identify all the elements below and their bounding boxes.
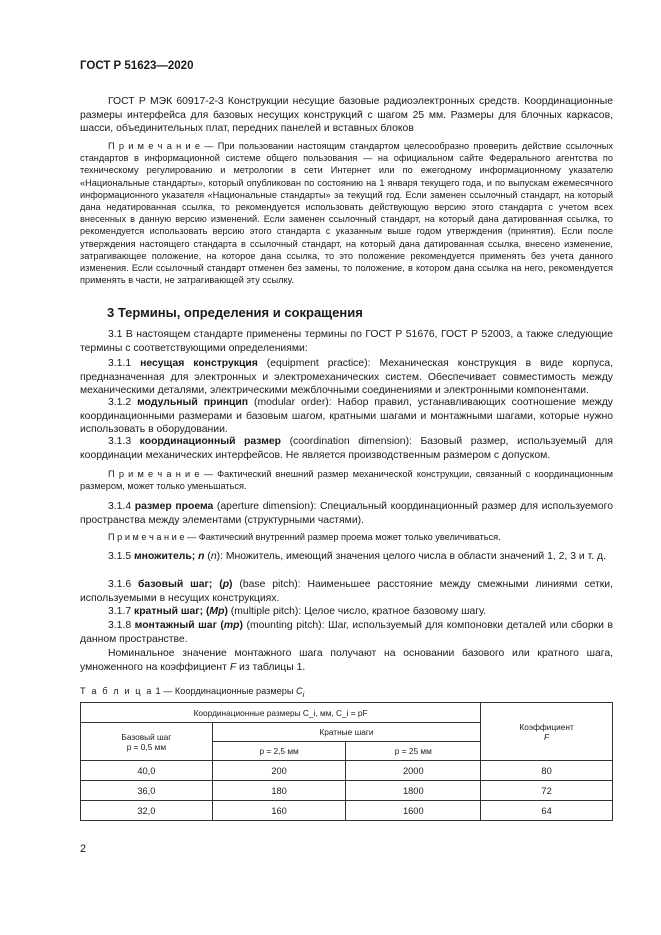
term-definition: (mounting pitch): Шаг, используемый для компоновки деталей или сборки в данном пространстве. <box>80 620 614 645</box>
term-definition-part: ( <box>204 551 211 562</box>
reference-text: ГОСТ Р МЭК 60917-2-3 Конструкции несущие базовые радиоэлектронных средств. Координационные размеры интерфейса для базовых несущих конструкций с шагом 25 мм. Размеры для блочных каркасов, шасси, объединительных плат, передних панелей и вставных блоков <box>80 96 613 134</box>
term-name: модульный принцип <box>137 397 249 408</box>
term-name: множитель; <box>134 551 199 562</box>
paragraph-3-1: 3.1 В настоящем стандарте применены термины по ГОСТ Р 51676, ГОСТ Р 52003, а также следующие термины с соответствующими определениями: <box>80 329 613 354</box>
coordination-table <box>80 702 613 821</box>
term-symbol: n <box>198 551 205 562</box>
term-name: несущая конструкция <box>140 358 258 369</box>
term-name: базовый шаг; ( <box>138 579 223 590</box>
coef-header: Коэффициент <box>519 721 574 732</box>
table-cell: 64 <box>481 801 613 821</box>
note-label: П р и м е ч а н и е <box>108 469 200 479</box>
term-number: 3.1.1 <box>108 358 141 369</box>
term-definition: (multiple pitch): Целое число, кратное базовому шагу. <box>227 606 487 617</box>
page-number: 2 <box>80 843 87 855</box>
multiple-header-cell <box>212 723 480 742</box>
term-definition: (aperture dimension): Специальный координационный размер для используемого пространства между элементами (структурными частями). <box>80 501 613 526</box>
coef-symbol: F <box>544 731 550 742</box>
term-definition: (base pitch): Наименьшее расстояние между смежными линиями сетки, используемыми в несущих конструкциях. <box>80 579 613 604</box>
table-caption-symbol: C <box>296 686 303 696</box>
term-3-1-5 <box>80 550 613 564</box>
term-symbol: Mp <box>209 606 225 617</box>
note-text: — При пользовании настоящим стандартом целесообразно проверить действие ссылочных стандартов в информационной системе общего пользования — на официальном сайте Федерального агентства по техническому регулированию и метрологии в сети Интернет или по ежегодному информационному указателю «Национальные стандарты», который опубликован по состоянию на 1 января текущего года, и по выпускам ежемесячного информационного указателя «Национальные стандарты» за текущий год. Если заменен ссылочный стандарт, на который дана недатированная ссылка, то рекомендуется использовать действующую версию этого стандарта с учетом всех внесенных в данную версию изменений. Если заменен ссылочный стандарт, на который дана датированная ссылка, то рекомендуется использовать версию этого стандарта с указанным выше годом утверждения (принятия). Если после утверждения настоящего стандарта в ссылочный стандарт, на который дана датированная ссылка, внесено изменение, затрагивающее положение, на которое дана ссылка, то это положение рекомендуется применять без учета данного изменения. Если ссылочный стандарт отменен без замены, то положение, в котором дана ссылка на него, рекомендуется применять в части, не затрагивающей эту ссылку. <box>80 141 613 286</box>
term-number: 3.1.6 <box>108 579 138 590</box>
term-name: монтажный шаг ( <box>134 620 224 631</box>
term-definition: (equipment practice): Механическая конструкция в виде корпуса, предназначенная для электронных и электромеханических систем. Обеспечивает совместимость между механическими деталями, электрическими межблочными соединениями и электронными компонентами. <box>80 358 613 396</box>
term-number: 3.1.7 <box>108 606 134 617</box>
table-row <box>81 781 613 801</box>
term-3-1-1 <box>80 357 613 398</box>
term-3-1-7 <box>80 605 613 619</box>
term-number: 3.1.8 <box>108 620 135 631</box>
table-cell: 40,0 <box>81 761 213 781</box>
table-cell: 200 <box>212 761 346 781</box>
reference-paragraph <box>80 95 613 136</box>
table-cell: 1800 <box>346 781 481 801</box>
term-name-end: ) <box>229 579 233 590</box>
term-number: 3.1.2 <box>108 397 138 408</box>
term-number: 3.1.4 <box>108 501 135 512</box>
note-1 <box>80 140 613 286</box>
term-name: кратный шаг; ( <box>134 606 210 617</box>
base-header: Базовый шаг <box>121 731 172 742</box>
col-p25-header <box>212 742 346 761</box>
term-symbol: n <box>210 551 217 562</box>
col-header: p = 25 мм <box>394 746 432 756</box>
table-cell: 32,0 <box>81 801 213 821</box>
term-definition: (coordination dimension): Базовый размер, используемый для координации механических интерфейсов. Не является производственным размером с допуском. <box>80 436 613 461</box>
section-title: 3 Термины, определения и сокращения <box>107 305 363 320</box>
base-header-cell <box>81 723 213 761</box>
multiple-header: Кратные шаги <box>319 727 374 737</box>
term-name-end: ) <box>224 606 228 617</box>
col-header: p = 2,5 мм <box>259 746 299 756</box>
paragraph-text: Номинальное значение монтажного шага получают на основании базового или кратного шага, умноженного на коэффициент <box>80 648 613 673</box>
note-2 <box>80 468 613 492</box>
term-3-1-8 <box>80 619 613 646</box>
term-definition: ): Множитель, имеющий значения целого числа в области значений 1, 2, 3 и т. д. <box>216 551 606 562</box>
term-name: размер проема <box>134 501 214 512</box>
table-caption-label: Т а б л и ц а <box>80 686 153 696</box>
term-name: координационный размер <box>139 436 282 447</box>
term-definition: (modular order): Набор правил, устанавливающих соотношение между координационными размерами и базовым шагом, кратными шагами и монтажными шагами, которые нужно использовать в оборудовании. <box>80 397 614 435</box>
term-number: 3.1.3 <box>108 436 140 447</box>
note-text: — Фактический внешний размер механической конструкции, связанный с координационным размером, может только уменьшаться. <box>80 469 613 492</box>
document-header: ГОСТ Р 51623—2020 <box>80 60 194 72</box>
term-symbol: p <box>222 579 230 590</box>
term-number: 3.1.5 <box>108 551 134 562</box>
coef-header-cell <box>481 703 613 761</box>
table-row <box>81 761 613 781</box>
term-3-1-4 <box>80 500 613 527</box>
top-header-cell <box>81 703 481 723</box>
table-caption-subscript: i <box>302 689 305 699</box>
table-cell: 160 <box>212 801 346 821</box>
table-caption <box>80 686 304 699</box>
term-symbol: mp <box>223 620 240 631</box>
table-caption-text: 1 — Координационные размеры <box>152 686 297 696</box>
table-cell: 80 <box>481 761 613 781</box>
table-cell: 72 <box>481 781 613 801</box>
term-3-1-3 <box>80 435 613 462</box>
note-label: П р и м е ч а н и е <box>108 141 201 151</box>
top-header: Координационные размеры C_i, мм, C_i = pF <box>193 707 368 718</box>
symbol-f: F <box>229 661 237 673</box>
table-cell: 2000 <box>346 761 481 781</box>
table-cell: 36,0 <box>81 781 213 801</box>
term-3-1-2 <box>80 396 613 437</box>
term-3-1-6 <box>80 578 613 605</box>
table-cell: 1600 <box>346 801 481 821</box>
term-name-end: ) <box>239 620 243 631</box>
note-3 <box>80 531 613 543</box>
table-cell: 180 <box>212 781 346 801</box>
col-p25b-header <box>346 742 481 761</box>
base-header-value: p = 0,5 мм <box>126 741 167 752</box>
note-label: П р и м е ч а н и е <box>108 532 185 542</box>
nominal-paragraph <box>80 647 613 674</box>
paragraph-text-end: из таблицы 1. <box>236 661 306 673</box>
note-text: — Фактический внутренний размер проема может только увеличиваться. <box>184 532 501 542</box>
table-row <box>81 801 613 821</box>
